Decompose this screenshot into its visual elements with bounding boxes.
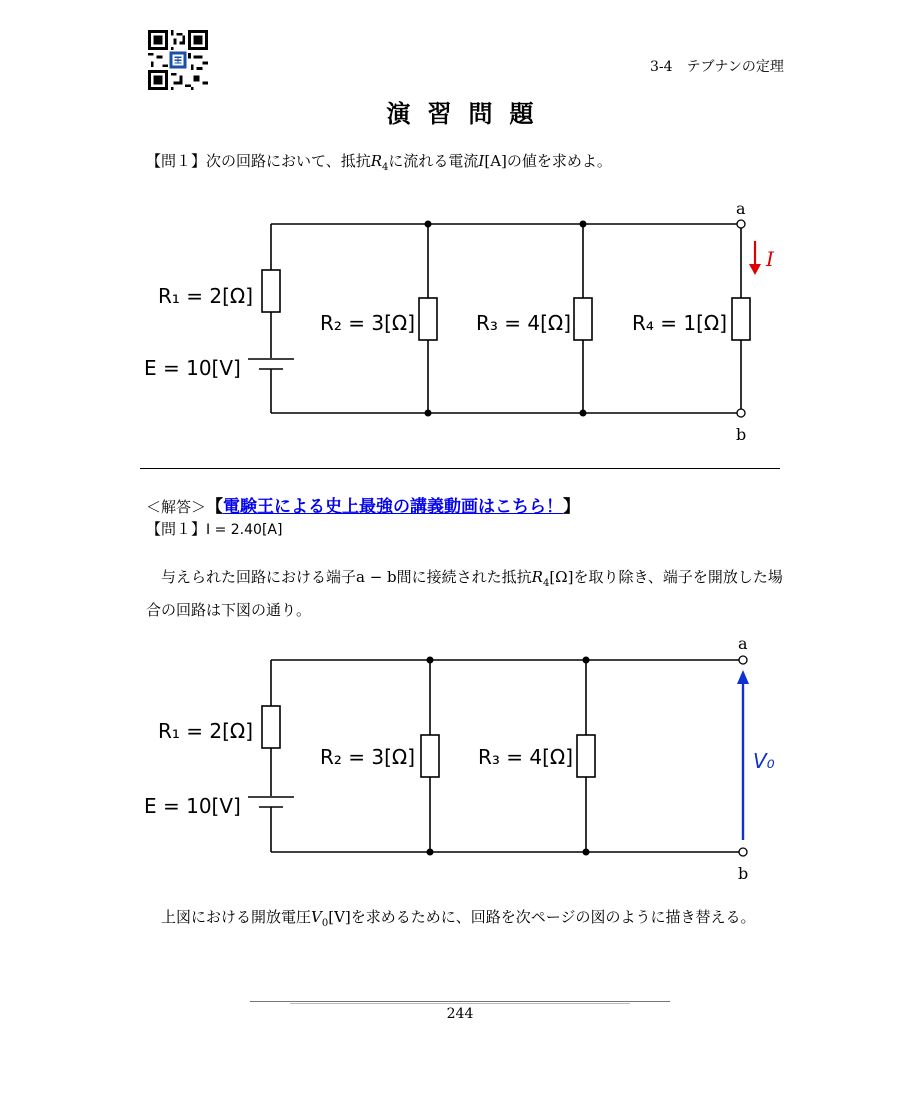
question-text: [A]の値を求めよ。 [484,152,612,170]
r4-label: R₄ = 1[Ω] [632,311,727,335]
e-label: E = 10[V] [144,356,241,380]
paragraph-text: 上図における開放電圧 [161,908,312,926]
junction-dot [583,657,590,664]
paragraph-2 [146,906,755,929]
r1-label: R₁ = 2[Ω] [158,284,253,308]
lecture-video-link[interactable]: 電験王による史上最強の講義動画はこちら！ [223,497,564,517]
r3-label: R₃ = 4[Ω] [478,745,573,769]
question-text: に流れる電流 [388,152,479,170]
r4-symbol: R [531,568,543,586]
r4-subscript: 4 [382,162,389,173]
resistor-r1 [262,706,280,748]
question-text: 次の回路において、抵抗 [206,152,371,170]
terminal-a-label: a [738,634,748,653]
bracket-close: 】 [563,497,581,517]
junction-dot [427,849,434,856]
voltage-label: V₀ [753,749,775,773]
terminal-a-label: a [736,199,746,218]
bracket-open: 【 [206,497,224,517]
terminal-b-label: b [738,864,749,883]
page-number: 244 [446,1006,474,1022]
section-header: 3-4 テブナンの定理 [650,59,784,75]
paragraph-text: 与えられた回路における端子a − b間に接続された抵抗 [161,568,532,586]
terminal-b-label: b [736,425,747,444]
junction-dot [583,849,590,856]
resistor-r3 [577,735,595,777]
terminal-b [739,848,747,856]
current-symbol: I [478,152,485,170]
paragraph-text: [Ω]を取り除き、端子を開放した場合の回路は下図の通り。 [146,568,783,619]
footer-divider [290,1003,630,1004]
paragraph-text: [V]を求めるために、回路を次ページの図のように描き替える。 [328,908,756,926]
question-prefix: 【問１】 [146,152,207,170]
page-title: 演習問題 [386,99,551,128]
r3-label: R₃ = 4[Ω] [476,311,571,335]
r1-label: R₁ = 2[Ω] [158,719,253,743]
terminal-a [739,656,747,664]
r4-subscript: 4 [542,578,550,589]
r2-label: R₂ = 3[Ω] [320,311,415,335]
v0-subscript: 0 [321,918,329,929]
junction-dot [427,657,434,664]
r2-label: R₂ = 3[Ω] [320,745,415,769]
answer-value: I = 2.40[A] [206,522,283,538]
footer-divider [250,1001,670,1002]
r4-symbol: R [370,152,383,170]
resistor-r2 [421,735,439,777]
answer-prefix: 【問１】 [146,520,207,538]
current-label: I [766,247,774,271]
answer-label: ＜解答＞ [146,498,207,516]
e-label: E = 10[V] [144,794,241,818]
v0-symbol: V [311,908,322,926]
